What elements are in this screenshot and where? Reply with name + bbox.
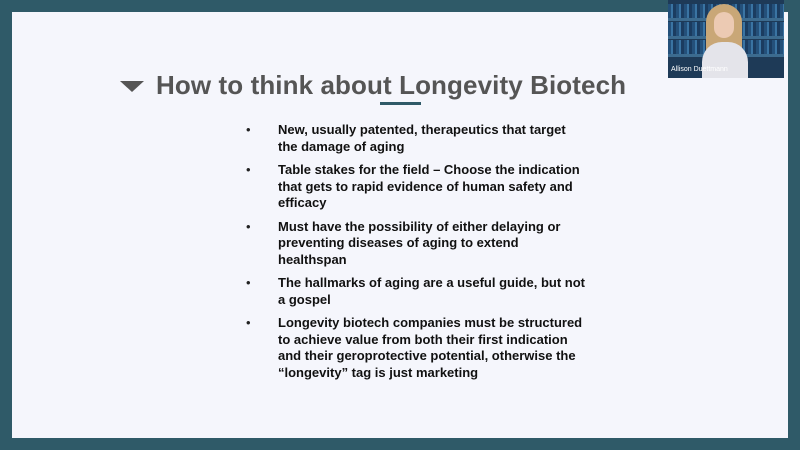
bullet-text: Longevity biotech companies must be structured to achieve value from both their first indication and their geroprotective potential, otherwise the “longevity” tag is just marketing (278, 315, 583, 380)
bullet-item (246, 219, 586, 269)
bullet-text: Must have the possibility of either delaying or preventing diseases of aging to extend healthspan (278, 218, 561, 267)
bullet-marker: • (246, 162, 251, 177)
triangle-down-icon (120, 81, 144, 92)
bullet-item (246, 122, 586, 155)
bullet-text: Table stakes for the field – Choose the indication that gets to rapid evidence of human safety and efficacy (278, 162, 580, 210)
slide-title: How to think about Longevity Biotech (156, 69, 627, 100)
bullet-marker: • (246, 275, 251, 290)
bullet-item (246, 275, 586, 308)
bullet-text: New, usually patented, therapeutics that target the damage of aging (278, 122, 566, 154)
bullet-marker: • (246, 122, 251, 137)
bullet-text: The hallmarks of aging are a useful guide, but not a gospel (278, 275, 585, 307)
slide-title-row (120, 70, 626, 100)
webcam-thumbnail[interactable] (668, 0, 784, 78)
bullet-marker: • (246, 218, 251, 234)
bullet-item (246, 162, 586, 212)
bullet-item (246, 315, 586, 381)
participant-face (714, 12, 734, 38)
title-underline (380, 102, 421, 105)
bullet-marker: • (246, 315, 251, 330)
participant-name: Allison Duettmann (671, 66, 728, 73)
bullet-list (246, 122, 586, 388)
